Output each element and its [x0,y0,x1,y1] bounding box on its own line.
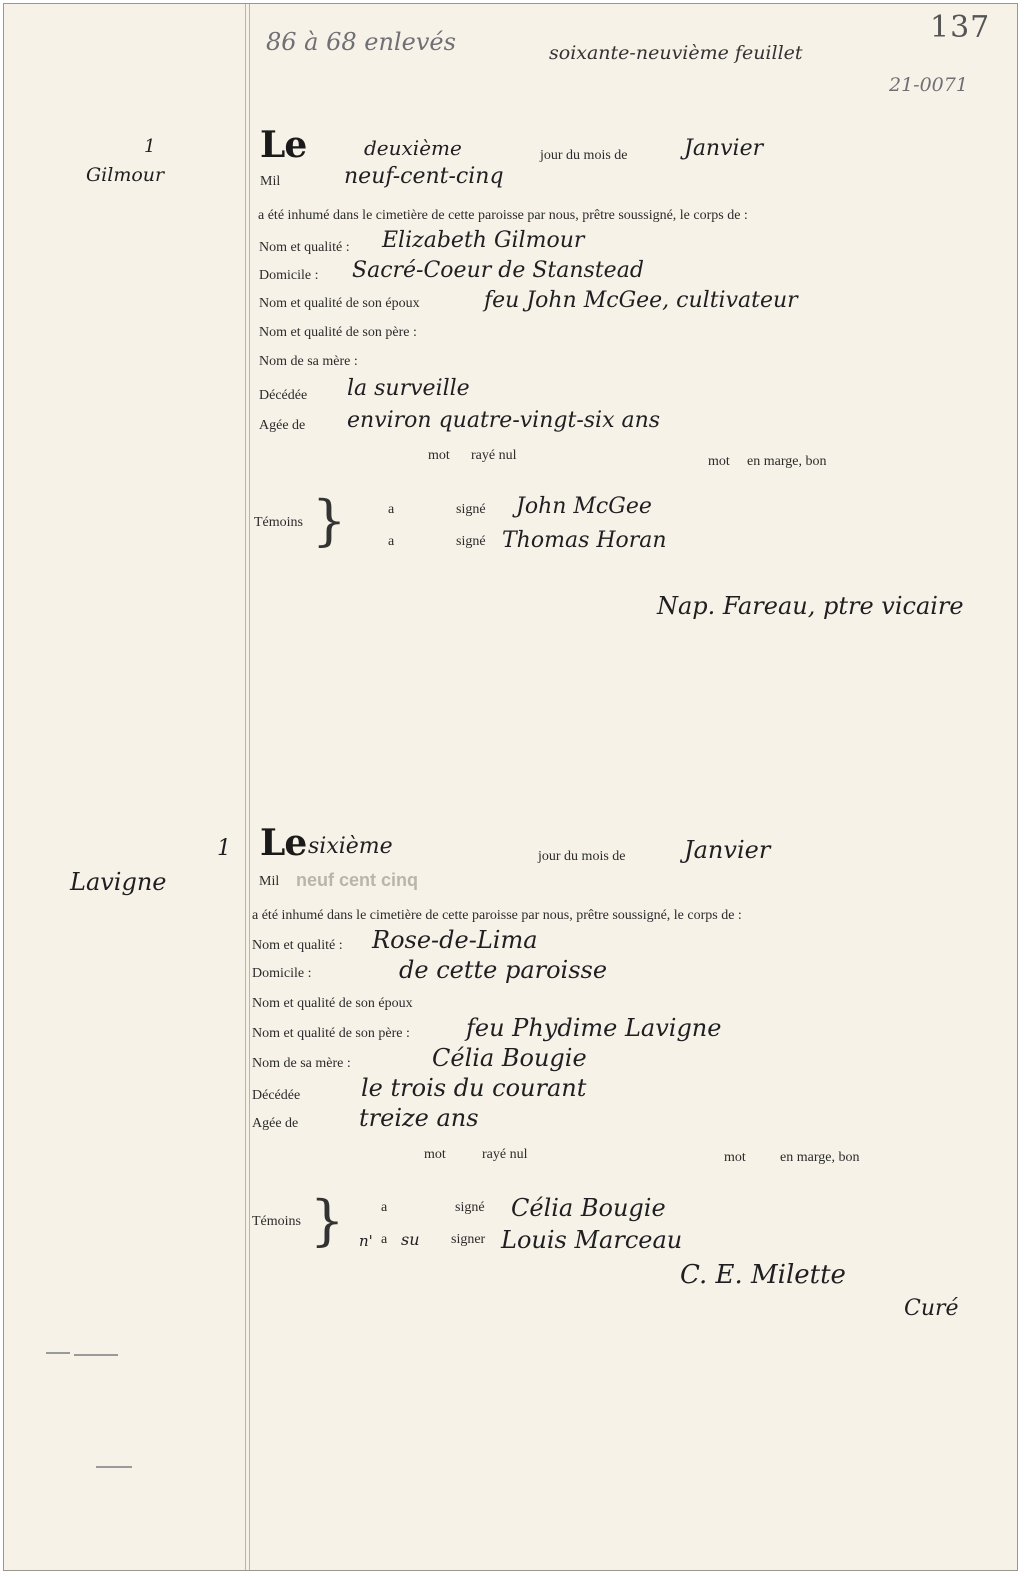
age: environ quatre-vingt-six ans [347,408,661,433]
folio-note: soixante-neuvième feuillet [549,42,803,64]
witness-brace: } [312,489,347,552]
burial-year: neuf-cent-cinq [344,164,504,189]
pencil-mark [46,1352,70,1354]
intro-text: a été inhumé dans le cimetière de cette paroisse par nous, prêtre soussigné, le corps de : [252,908,742,923]
priest-signature: Nap. Fareau, ptre vicaire [657,592,964,620]
marge-label: en marge, bon [747,454,827,469]
witness1-signature: John McGee [516,494,652,519]
death-label: Décédée [259,388,308,403]
mot2-label: mot [708,454,730,469]
folio-number: 137 [930,10,991,45]
pencil-mark [96,1466,132,1468]
mil-label: Mil [259,874,280,889]
death-date: le trois du courant [361,1074,587,1102]
witness1-signature: Célia Bougie [511,1194,666,1222]
name-label: Nom et qualité : [259,240,350,255]
temoins-label: Témoins [254,515,303,530]
witness2-a: a [381,1232,388,1247]
margin-number: 1 [217,836,231,861]
witness2-a: a [388,534,395,549]
name-label: Nom et qualité : [252,938,343,953]
day-label: jour du mois de [538,849,626,864]
age: treize ans [359,1104,479,1132]
domicile-label: Domicile : [259,268,319,283]
register-page [3,3,1018,1571]
mother: Célia Bougie [432,1044,587,1072]
burial-day: sixième [308,834,393,859]
mother-label: Nom de sa mère : [252,1056,351,1071]
temoins-label: Témoins [252,1214,301,1229]
mother-label: Nom de sa mère : [259,354,358,369]
witness1-a: a [381,1200,388,1215]
margin-number: 1 [144,136,156,157]
margin-surname: Gilmour [86,164,165,186]
spouse-label: Nom et qualité de son époux [259,296,420,311]
witness2-signature: Thomas Horan [502,528,667,553]
domicile: de cette paroisse [399,956,608,984]
father-label: Nom et qualité de son père : [252,1026,410,1041]
witness-brace: } [310,1189,345,1252]
pencil-note: 86 à 68 enlevés [266,28,456,56]
spouse: feu John McGee, cultivateur [484,288,798,313]
deceased-name: Elizabeth Gilmour [382,228,585,253]
raye-label: rayé nul [471,448,517,463]
age-label: Agée de [259,418,306,433]
raye-label: rayé nul [482,1147,528,1162]
witness2-signe: signé [456,534,486,549]
marge-label: en marge, bon [780,1150,860,1165]
entry-initial: Le [260,124,307,166]
witness2-signature: Louis Marceau [501,1226,683,1254]
intro-text: a été inhumé dans le cimetière de cette paroisse par nous, prêtre soussigné, le corps de : [258,208,748,223]
mot2-label: mot [724,1150,746,1165]
domicile: Sacré-Coeur de Stanstead [352,258,644,283]
ref-code: 21-0071 [889,74,968,96]
witness1-a: a [388,502,395,517]
deceased-name: Rose-de-Lima [372,926,538,954]
father: feu Phydime Lavigne [466,1014,722,1042]
death-date: la surveille [347,376,470,401]
witness2-su: su [401,1230,420,1249]
witness2-n: n' [359,1232,373,1250]
priest-title: Curé [904,1296,959,1321]
witness1-signe: signé [456,502,486,517]
death-label: Décédée [252,1088,301,1103]
margin-rule-left [245,4,246,1570]
burial-day: deuxième [364,136,462,160]
witness1-signe: signé [455,1200,485,1215]
father-label: Nom et qualité de son père : [259,325,417,340]
mil-label: Mil [260,174,281,189]
burial-month: Janvier [684,136,764,161]
mot-label: mot [424,1147,446,1162]
pencil-mark [74,1354,118,1356]
witness2-signer: signer [451,1232,486,1247]
priest-signature: C. E. Milette [680,1260,846,1290]
age-label: Agée de [252,1116,299,1131]
domicile-label: Domicile : [252,966,312,981]
day-label: jour du mois de [540,148,628,163]
mot-label: mot [428,448,450,463]
burial-month: Janvier [684,836,771,864]
entry-initial: Le [260,822,307,864]
margin-surname: Lavigne [70,868,167,896]
margin-rule-right [249,4,250,1570]
printed-year: neuf cent cinq [296,870,419,890]
spouse-label: Nom et qualité de son époux [252,996,413,1011]
